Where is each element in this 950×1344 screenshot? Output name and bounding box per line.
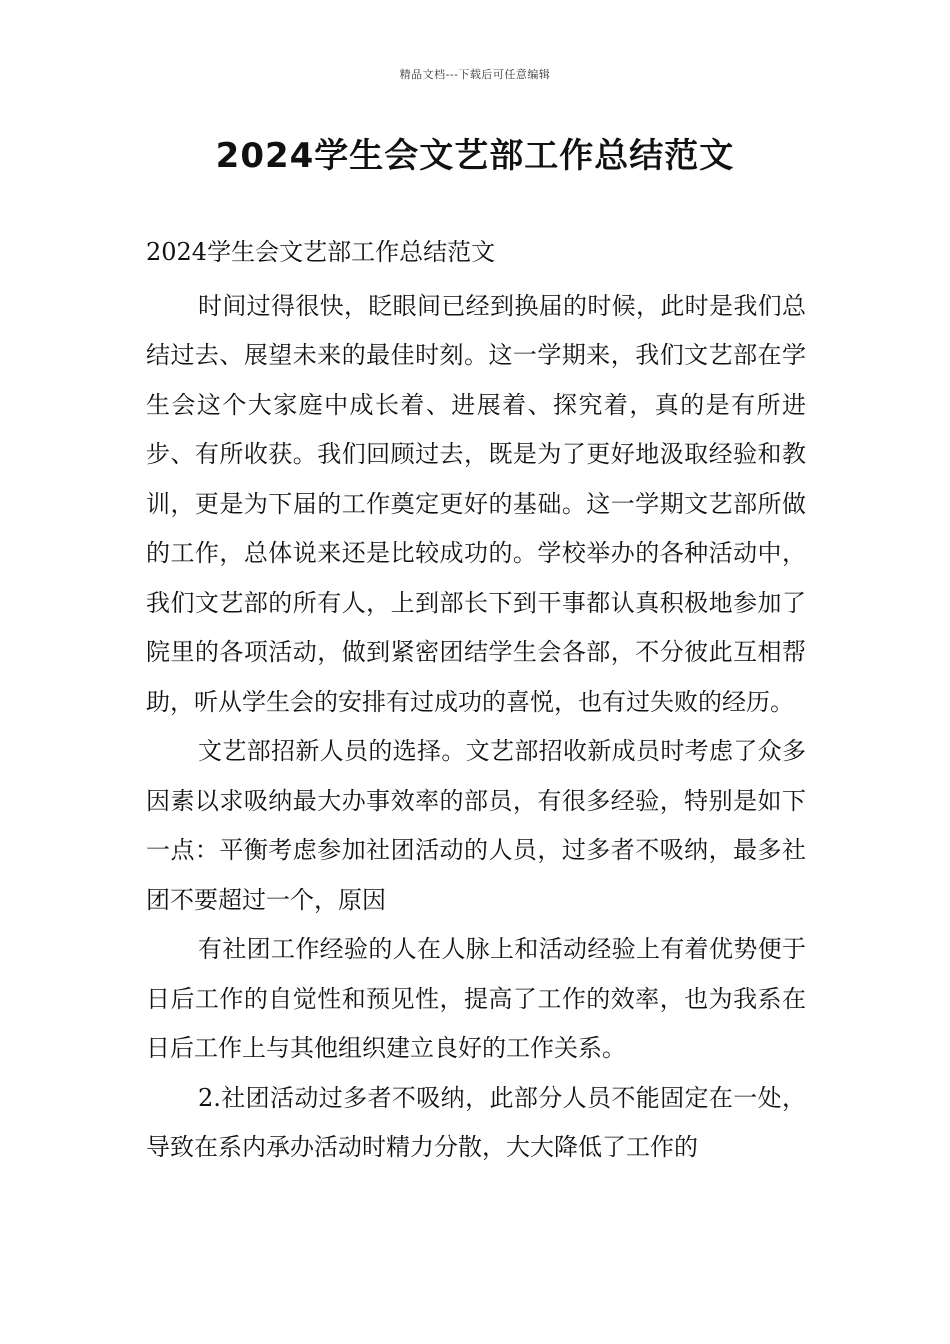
paragraph: 2.社团活动过多者不吸纳，此部分人员不能固定在一处，导致在系内承办活动时精力分散，大大降低了工作的 — [146, 1083, 806, 1161]
paragraph: 文艺部招新人员的选择。文艺部招收新成员时考虑了众多因素以求吸纳最大办事效率的部员，有很多经验，特别是如下一点：平衡考虑参加社团活动的人员，过多者不吸纳，最多社团不要超过一个，原因 — [146, 737, 806, 914]
document-title: 2024学生会文艺部工作总结范文 — [215, 136, 735, 176]
document-subtitle: 2024学生会文艺部工作总结范文 — [146, 238, 496, 266]
document-body — [146, 228, 806, 1173]
header-note: 精品文档---下载后可任意编辑 — [399, 68, 551, 81]
paragraph: 有社团工作经验的人在人脉上和活动经验上有着优势便于日后工作的自觉性和预见性，提高了工作的效率，也为我系在日后工作上与其他组织建立良好的工作关系。 — [146, 935, 806, 1062]
paragraph: 时间过得很快，眨眼间已经到换届的时候，此时是我们总结过去、展望未来的最佳时刻。这一学期来，我们文艺部在学生会这个大家庭中成长着、进展着、探究着，真的是有所进步、有所收获。我们回顾过去，既是为了更好地汲取经验和教训，更是为下届的工作奠定更好的基础。这一学期文艺部所做的工作，总体说来还是比较成功的。学校举办的各种活动中，我们文艺部的所有人，上到部长下到干事都认真积极地参加了院里的各项活动，做到紧密团结学生会各部，不分彼此互相帮助，听从学生会的安排有过成功的喜悦，也有过失败的经历。 — [146, 291, 806, 716]
